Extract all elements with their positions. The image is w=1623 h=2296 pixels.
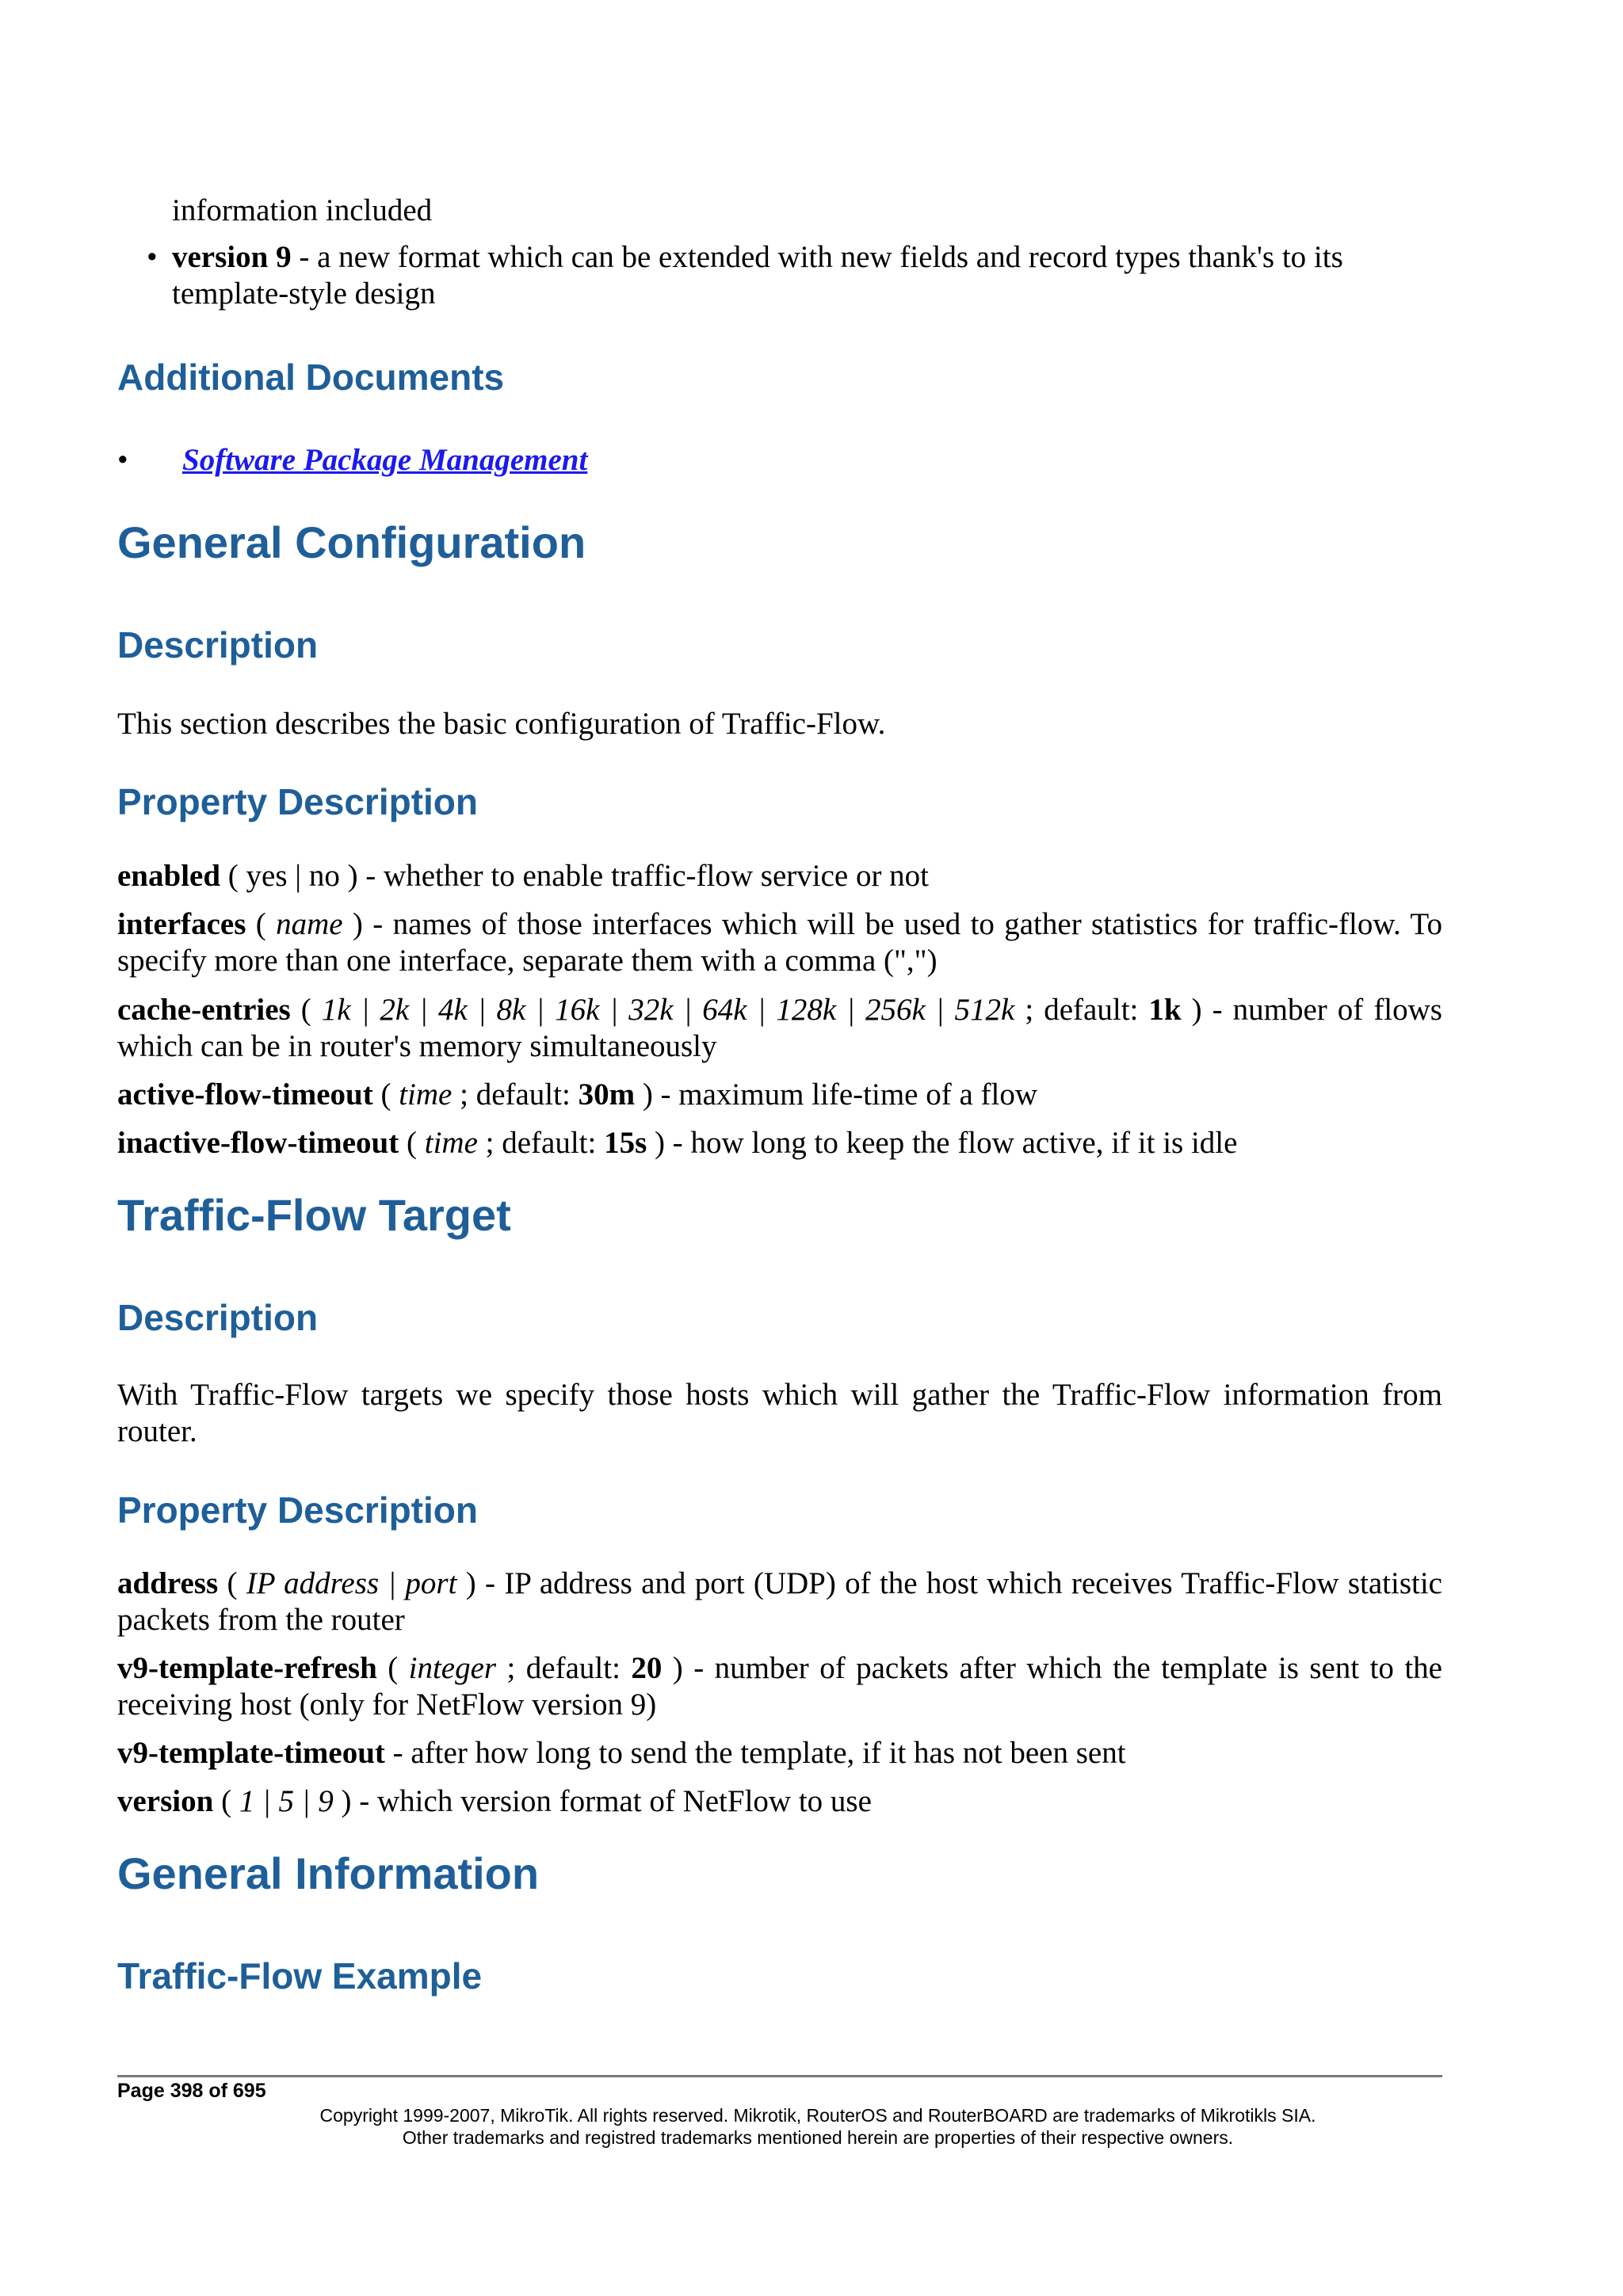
- property-text: (: [213, 1784, 239, 1818]
- property-text: ) - IP address and port (UDP) of the host which receives Traffic-Flow statistic packets from the router: [117, 1566, 1442, 1637]
- property-name: interfaces: [117, 907, 246, 941]
- property-text: ( yes | no ) - whether to enable traffic-flow service or not: [220, 859, 930, 893]
- bullet-marker: •: [147, 240, 158, 274]
- property-text: ) - which version format of NetFlow to use: [333, 1784, 872, 1818]
- heading-traffic-flow-target: Traffic-Flow Target: [117, 1190, 511, 1240]
- property-inactive-flow-timeout: [117, 1125, 1442, 1161]
- version-9-term: version 9: [172, 240, 292, 274]
- property-text: ) - number of packets after which the template is sent to the receiving host (only for NetFlow version 9): [117, 1651, 1442, 1722]
- property-text: ; default:: [477, 1126, 605, 1160]
- property-type: name: [276, 907, 343, 941]
- list-continuation-text: information included: [172, 193, 433, 227]
- property-text: ) - number of flows which can be in router's memory simultaneously: [117, 993, 1442, 1063]
- property-text: (: [376, 1651, 409, 1685]
- property-default: 15s: [604, 1126, 647, 1160]
- property-text: (: [290, 993, 322, 1027]
- heading-description: Description: [117, 624, 319, 666]
- property-name: cache-entries: [117, 993, 291, 1027]
- property-default: 30m: [578, 1077, 636, 1112]
- property-cache-entries: [117, 992, 1442, 1065]
- list-item-version-9: [172, 239, 1440, 312]
- property-type: 1 | 5 | 9: [239, 1784, 334, 1818]
- page-number: Page 398 of 695: [117, 2080, 266, 2102]
- copyright-line-1: Copyright 1999-2007, MikroTik. All rights reserved. Mikrotik, RouterOS and RouterBOARD are trademarks of Mikrotikls SIA.: [319, 2105, 1316, 2126]
- version-9-description: - a new format which can be extended with new fields and record types thank's to its template-style design: [172, 240, 1343, 311]
- property-interfaces: [117, 906, 1442, 979]
- property-text: ) - maximum life-time of a flow: [635, 1077, 1037, 1112]
- heading-general-configuration: General Configuration: [117, 517, 586, 567]
- property-text: (: [399, 1126, 425, 1160]
- copyright-line-2: Other trademarks and registred trademarks mentioned herein are properties of their respective owners.: [402, 2127, 1234, 2148]
- heading-property-description: Property Description: [117, 781, 478, 822]
- property-default: 1k: [1148, 993, 1182, 1027]
- property-name: active-flow-timeout: [117, 1077, 373, 1112]
- property-v9-template-timeout: [117, 1735, 1442, 1772]
- heading-traffic-flow-example: Traffic-Flow Example: [117, 1955, 483, 1997]
- general-configuration-description-text: This section describes the basic configuration of Traffic-Flow.: [117, 707, 886, 741]
- property-name: enabled: [117, 859, 221, 893]
- property-text: (: [372, 1077, 399, 1112]
- property-default: 20: [631, 1651, 663, 1685]
- property-type: 1k | 2k | 4k | 8k | 16k | 32k | 64k | 128k | 256k | 512k: [321, 993, 1015, 1027]
- software-package-management-link[interactable]: Software Package Management: [182, 443, 588, 477]
- property-enabled: [117, 858, 1442, 894]
- bullet-marker: •: [117, 443, 128, 477]
- property-type: time: [424, 1126, 478, 1160]
- property-text: ; default:: [452, 1077, 579, 1112]
- property-name: v9-template-timeout: [117, 1736, 385, 1770]
- heading-description: Description: [117, 1297, 319, 1338]
- property-version: [117, 1783, 1442, 1820]
- property-text: - after how long to send the template, if it has not been sent: [384, 1736, 1126, 1770]
- property-v9-template-refresh: [117, 1650, 1442, 1723]
- property-text: ; default:: [496, 1651, 632, 1685]
- property-name: address: [117, 1566, 219, 1600]
- property-name: v9-template-refresh: [117, 1651, 377, 1685]
- property-type: time: [399, 1077, 453, 1112]
- heading-property-description: Property Description: [117, 1489, 478, 1531]
- footer-copyright: [117, 2104, 1518, 2149]
- property-text: ; default:: [1014, 993, 1149, 1027]
- heading-additional-documents: Additional Documents: [117, 357, 505, 398]
- heading-general-information: General Information: [117, 1848, 540, 1898]
- property-name: inactive-flow-timeout: [117, 1126, 399, 1160]
- property-text: (: [218, 1566, 246, 1600]
- property-text: (: [246, 907, 277, 941]
- property-active-flow-timeout: [117, 1077, 1442, 1113]
- property-text: ) - how long to keep the flow active, if it is idle: [647, 1126, 1238, 1160]
- traffic-flow-target-description-text: With Traffic-Flow targets we specify those hosts which will gather the Traffic-Flow information from router.: [117, 1378, 1442, 1448]
- property-text: ) - names of those interfaces which will be used to gather statistics for traffic-flow. To specify more than one interface, separate them with a comma (","): [117, 907, 1442, 978]
- property-type: IP address | port: [246, 1566, 457, 1600]
- property-name: version: [117, 1784, 214, 1818]
- property-type: integer: [408, 1651, 497, 1685]
- footer-divider: [117, 2075, 1442, 2077]
- property-address: [117, 1566, 1442, 1638]
